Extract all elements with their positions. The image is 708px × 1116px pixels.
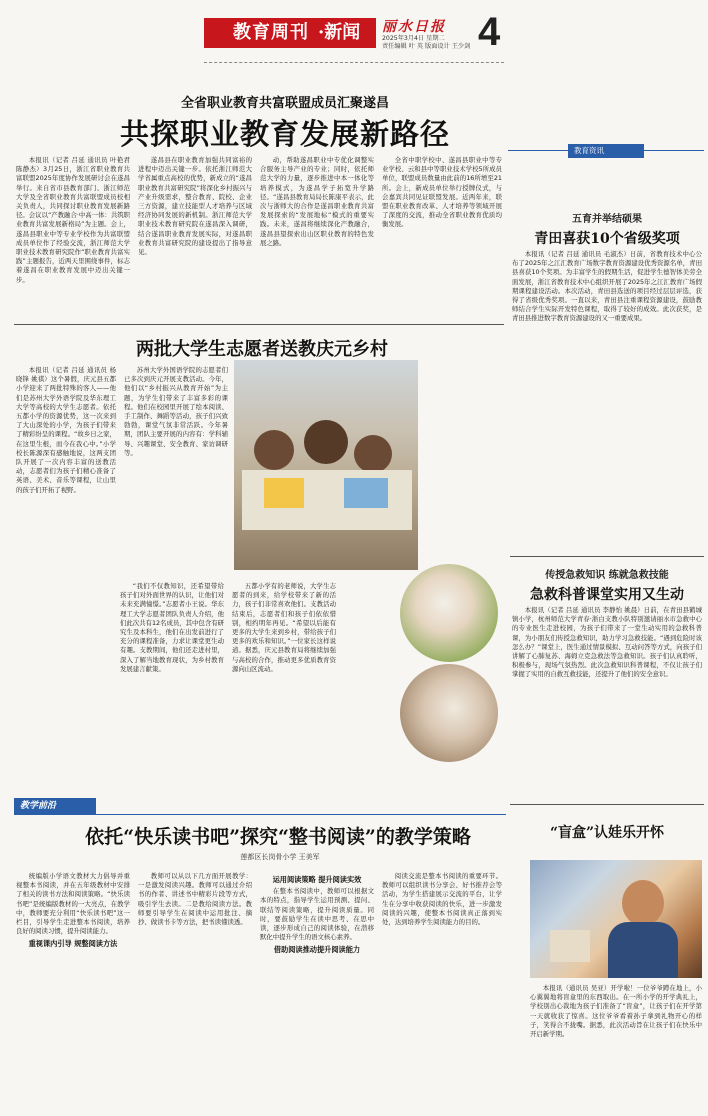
- reading-subhead-3: 借助阅读推动提升阅读能力: [273, 945, 361, 955]
- lead-column-4: 全省中职学校中、遂昌县职业中等专业学校、云和县中等职业技术学校5所成员单位，联盟成员数量由此前的16所增至21所。会上，新成员单位举行授牌仪式，与会嘉宾共同见证联盟发展。近两年来，联盟在职业教育改革、人才培养等领域开展了深度的交流，推动全省职业教育优质均衡发展。: [382, 156, 502, 229]
- lead-headline: 共探职业教育发展新路径: [119, 117, 450, 151]
- section-title: 教育周刊: [204, 18, 338, 48]
- news-2-kicker: 传授急救知识 练就急救技能: [545, 570, 669, 581]
- news-3-body: 本报讯（通讯员 吴亚）开学啦！一位爷爷蹲在地上，小心翼翼地将盲盒里的东西取出。在一所小学的开学典礼上，学校别出心裁地为孩子们准备了“盲盒”，让孩子们在开学第一天就收获了惊喜。这位爷爷看着孙子拿到礼物开心的样子，笑得合不拢嘴。据悉，此次活动旨在让孩子们在快乐中开启新学期。: [530, 984, 702, 1039]
- news-1-body: 本报讯（记者 吕延 通讯员 毛淑杰）日前，省教育技术中心公布了2025年之江汇教育广场数字教育资源建设优秀资源名单，青田县喜获10个奖项。为丰富学生的假期生活，促进学生德智体美劳全面发展，浙江省教育技术中心组织开展了2025年之江汇教育广场假期课程建设活动。本次活动，青田县选送的项目经过层层评选，获得了省级优秀奖项。一直以来，青田县注重课程资源建设，鼓励教师结合学生实际开发特色课程，取得了较好的成效。此次获奖，是青田县推进数字教育资源建设的又一重要成果。: [512, 250, 702, 323]
- news-3-headline: “盲盒”认娃乐开怀: [549, 825, 665, 841]
- news-1-headline: 青田喜获10个省级奖项: [534, 231, 680, 247]
- section-divider: [14, 324, 504, 325]
- volunteer-column-3: “我们不仅教知识，还希望带给孩子们对外面世界的认识，让他们对未来充满憧憬。”志愿者小王说。华东理工大学志愿者团队负责人介绍，他们此次共有12名成员，其中包含有研究生及本科生，他们在出发前进行了充分的课程准备，力求让课堂更生动有趣。支教期间，他们还走进村里，深入了解当地教育现状，为乡村教育发展建言献策。: [120, 582, 224, 673]
- reading-section-tag: 教学前沿: [14, 798, 96, 814]
- news-3-photo: [530, 860, 702, 978]
- volunteer-column-1: 本报讯（记者 吕延 通讯员 杨晓锋 姚祺）这个暑假，庆元县五都小学迎来了两批特殊的客人——他们是苏州大学外语学院及华东理工大学等高校的大学生志愿者。依托五都小学的资源优势，这一次来到了大山深处的小学，为孩子们带来了精彩纷呈的课程。“故乡日之家，在这里生根，而今在我心中。”小学校长陈源深有感触地说，这两支团队开展了一次内容丰富的送教活动，志愿者们为孩子们精心准备了英语、美术、音乐等课程，让山里的孩子们开拓了视野。: [16, 366, 116, 494]
- volunteer-photo-inset-2: [398, 662, 500, 764]
- reading-subhead-2: 运用阅读策略 提升阅读实效: [272, 875, 362, 884]
- news-2-body: 本报讯（记者 吕延 通讯员 李静怡 姚晨）日前，在青田县鹤城镇小学，杭州师范大学青春·浙白支教小队特别邀请丽水市急救中心的专业医生走进校园，为孩子们带来了一堂生动实用的急救科普课，为小朋友们传授急救知识，助力学习急救技能。“遇到危险时该怎么办？”课堂上，医生通过情景模拟、互动问答等方式，向孩子们讲解了心肺复苏、海姆立克急救法等急救知识。孩子们认真聆听，积极参与，现场气氛热烈。此次急救知识科普课程，不仅让孩子们掌握了实用的自救互救技能，还提升了他们的安全意识。: [512, 606, 702, 679]
- masthead-divider: [204, 62, 504, 63]
- page-number: 4: [478, 10, 501, 54]
- section-suffix: ·新闻: [318, 18, 376, 48]
- issue-date: 2025年3月4日 星期二: [382, 35, 445, 42]
- lead-column-1: 本报讯（记者 吕延 通讯员 叶艳君 陈静杰）3月25日，浙江省职业教育共富联盟2025年度协作发展研讨会在遂昌举行。来自省市县教育部门、浙江师范大学及全省职业教育共富联盟成员校相关负责人，共同探讨职业教育发展新路径。会议以“产教融合·中高一体：共筑职业教育共富发展新格局”为主题。会上，遂昌县职业中等专业学校作为共富联盟成员单位作了经验交流，浙江师范大学职业技术教育研究院作“职业教育共富实践”主题报告，近两天里围绕事件，标志着遂昌在职业教育发展中迈出关键一步。: [16, 156, 130, 284]
- news-1-kicker: 五育并举结硕果: [572, 214, 642, 225]
- reading-subhead-1: 重视课内引导 规整阅读方法: [28, 939, 118, 949]
- reading-headline: 依托“快乐读书吧”探究“整书阅读”的教学策略: [85, 826, 471, 848]
- volunteer-photo: [234, 360, 418, 570]
- right-column-label: 教育资讯: [568, 144, 644, 158]
- news-2-headline: 急救科普课堂实用又生动: [530, 587, 684, 603]
- volunteer-headline: 两批大学生志愿者送教庆元乡村: [136, 339, 388, 360]
- lead-column-3: 动，帮助遂昌职业中专优化调整实合服务主导产业的专业；同时，依托师范大学的力量，逐步推进中本一体化等培养模式，为遂昌学子拓宽升学路径。“遂昌县教育局局长陈康平表示，此次与浙师大的合作是遂昌职业教育共富发展探索的“发展地标“模式的重要实践。未来，遂昌将继续深化产教融合，遂昌县望探索出山区职业教育的特色发展之路。: [260, 156, 374, 247]
- volunteer-column-2: 苏州大学外国语学院的志愿者们已多次到庆元开展支教活动。今年，他们以“乡村振兴从教育开始”为主题，为学生们带来了丰富多彩的课程。他们在校园里开展了绘本阅读、手工制作、舞蹈等活动，孩子们兴致勃勃，课堂气氛非常活跃。今年暑期，团队主要开展的内容有：学科辅导、兴趣课堂、安全教育、家访调研等。: [124, 366, 228, 457]
- date-line: [382, 35, 478, 51]
- reading-column-3: 运用阅读策略 提升阅读实效 在整本书阅读中，教师可以根据文本的特点，指导学生运用预测、提问、联结等阅读策略，提升阅读质量。同时，要鼓励学生在读中思考、在思中读，逐步形成自己的阅读体验，在潜移默化中提升学生的语文核心素养。 借助阅读推动提升阅读能力: [260, 875, 374, 955]
- lead-kicker: 全省职业教育共富联盟成员汇聚遂昌: [180, 96, 389, 111]
- lead-column-2: 遂昌县在职业教育加强共同富裕的进程中迈出关键一步。依托浙江师范大学省属重点高校的优势，新成立的“遂昌职业教育共富研究院”将深化乡村振兴与产业升级需求，整合教育、院校、企业三方资源，建立技能型人才培养与区域经济协同发展的新机制。浙江师范大学职业技术教育研究院在遂昌深入调研，结合遂昌职业教育发展实际，对遂昌职业教育共富研究院的建设提出了指导意见。: [138, 156, 252, 257]
- reading-section-rule: [14, 814, 506, 815]
- reading-column-4: 阅读交流是整本书阅读的重要环节。教师可以组织读书分享会、好书推荐会等活动，为学生搭建展示交流的平台，让学生在分享中收获阅读的快乐，进一步激发阅读的兴趣，使整本书阅读真正落到实处，达到培养学生阅读能力的目的。: [382, 872, 502, 927]
- volunteer-column-4: 五都小学有的老师说，大学生志愿者的到来，给学校带来了新的活力，孩子们非常喜欢他们。支教活动结束后，志愿者们和孩子们依依惜别，相约明年再见。“希望以后能有更多的大学生来到乡村，带给孩子们更多的欢乐和知识。”一位家长这样说道。据悉，庆元县教育局将继续加强与高校的合作，推动更多优质教育资源向山区流动。: [232, 582, 336, 673]
- volunteer-photo-inset-1: [398, 562, 500, 664]
- right-divider-2: [510, 804, 704, 805]
- reading-byline: 莲都区长岗骨小学 王美军: [240, 853, 320, 861]
- reading-column-1: 统编版小学语文教材大力倡导并重视整本书阅读，并在五年级教材中安排了相关的读书方法和阅读策略。“快乐读书吧”是统编版教材的一大亮点，在教学中，教师要充分利用“快乐读书吧”这一栏目，引导学生走进整本书阅读，培养良好的阅读习惯，提升阅读能力。 重视课内引导 规整阅读方法: [16, 872, 130, 949]
- reading-column-2: 教师可以从以下几方面开展教学：一是激发阅读兴趣。教师可以通过介绍书的作者、讲述书中精彩片段等方式，吸引学生去读。二是教给阅读方法。教师要引导学生在阅读中运用批注、摘抄、做读书卡等方法，把书读懂读透。: [138, 872, 252, 927]
- paper-logo: 丽水日报: [382, 19, 446, 35]
- right-divider-1: [510, 556, 704, 557]
- editor-credits: 责任编辑 叶 英 版面设计 王少剑: [382, 43, 471, 50]
